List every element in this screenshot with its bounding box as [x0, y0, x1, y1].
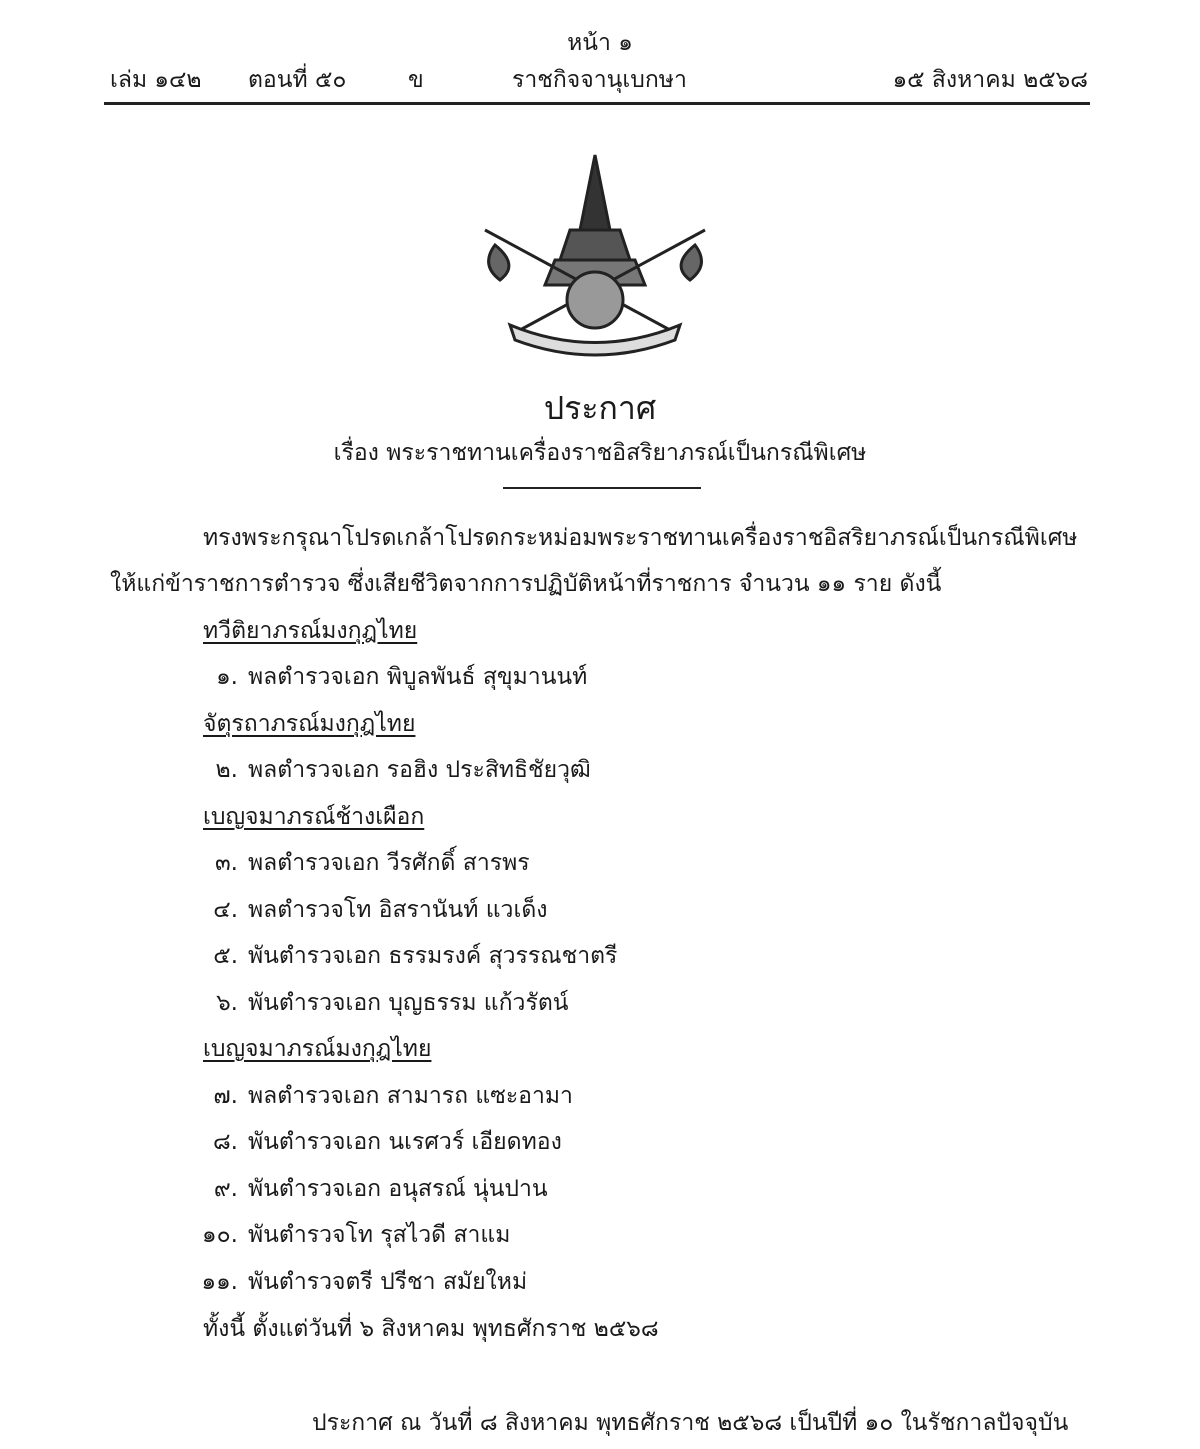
list-item — [186, 895, 547, 925]
list-item — [186, 1174, 548, 1204]
page-number: หน้า ๑ — [567, 30, 633, 56]
title-rule — [503, 487, 701, 489]
list-item — [186, 1127, 562, 1157]
volume: เล่ม ๑๔๒ — [110, 67, 202, 93]
effective-date: ทั้งนี้ ตั้งแต่วันที่ ๖ สิงหาคม พุทธศักราช ๒๕๖๘ — [203, 1316, 659, 1342]
item-number: ๕. — [213, 943, 238, 969]
section-heading: เบญจมาภรณ์มงกุฎไทย — [203, 1036, 432, 1062]
item-number: ๓. — [214, 850, 238, 876]
section-heading: เบญจมาภรณ์ช้างเผือก — [203, 804, 425, 830]
list-item — [186, 1081, 573, 1111]
item-name: พันตำรวจเอก บุญธรรม แก้วรัตน์ — [248, 990, 569, 1016]
item-number: ๗. — [213, 1083, 238, 1109]
list-item — [186, 1267, 527, 1297]
item-number: ๑๑. — [201, 1269, 238, 1295]
section-heading: ทวีติยาภรณ์มงกุฎไทย — [203, 618, 418, 644]
item-number: ๑๐. — [202, 1222, 238, 1248]
intro-line-1: ทรงพระกรุณาโปรดเกล้าโปรดกระหม่อมพระราชทานเครื่องราชอิสริยาภรณ์เป็นกรณีพิเศษ — [203, 525, 1078, 551]
publication-name: ราชกิจจานุเบกษา — [512, 67, 687, 93]
item-name: พลตำรวจเอก วีรศักดิ์ สารพร — [248, 850, 530, 876]
item-name: พันตำรวจเอก อนุสรณ์ นุ่นปาน — [248, 1176, 548, 1202]
item-number: ๖. — [216, 990, 238, 1016]
announcement-subject: เรื่อง พระราชทานเครื่องราชอิสริยาภรณ์เป็นกรณีพิเศษ — [333, 440, 867, 466]
publication-date: ๑๕ สิงหาคม ๒๕๖๘ — [892, 67, 1088, 93]
section-letter: ข — [408, 67, 424, 93]
item-name: พลตำรวจเอก พิบูลพันธ์ สุขุมานนท์ — [248, 664, 588, 690]
list-item — [186, 1220, 510, 1250]
list-item — [186, 988, 568, 1018]
closing-statement: ประกาศ ณ วันที่ ๘ สิงหาคม พุทธศักราช ๒๕๖๘ เป็นปีที่ ๑๐ ในรัชกาลปัจจุบัน — [312, 1410, 1069, 1436]
item-number: ๑. — [216, 664, 238, 690]
item-name: พันตำรวจโท รุสไวดี สาแม — [248, 1222, 511, 1248]
item-name: พันตำรวจเอก ธรรมรงค์ สุวรรณชาตรี — [248, 943, 618, 969]
item-number: ๒. — [215, 757, 238, 783]
item-name: พลตำรวจเอก รอฮิง ประสิทธิชัยวุฒิ — [248, 757, 591, 783]
item-name: พันตำรวจตรี ปรีชา สมัยใหม่ — [248, 1269, 528, 1295]
list-item — [186, 755, 591, 785]
intro-line-2: ให้แก่ข้าราชการตำรวจ ซึ่งเสียชีวิตจากการปฏิบัติหน้าที่ราชการ จำนวน ๑๑ ราย ดังนี้ — [110, 571, 942, 597]
section-heading: จัตุรถาภรณ์มงกุฎไทย — [203, 711, 416, 737]
announcement-title: ประกาศ — [543, 389, 657, 427]
royal-emblem-icon — [470, 150, 720, 365]
item-name: พลตำรวจเอก สามารถ แซะอามา — [248, 1083, 573, 1109]
item-number: ๔. — [213, 897, 238, 923]
list-item — [186, 941, 617, 971]
item-name: พลตำรวจโท อิสรานันท์ แวเด็ง — [248, 897, 548, 923]
header-rule — [104, 102, 1090, 105]
item-number: ๘. — [212, 1129, 238, 1155]
item-name: พันตำรวจเอก นเรศวร์ เอียดทอง — [248, 1129, 562, 1155]
issue-section: ตอนที่ ๕๐ — [248, 67, 347, 93]
list-item — [186, 848, 530, 878]
list-item — [186, 662, 587, 692]
item-number: ๙. — [213, 1176, 238, 1202]
